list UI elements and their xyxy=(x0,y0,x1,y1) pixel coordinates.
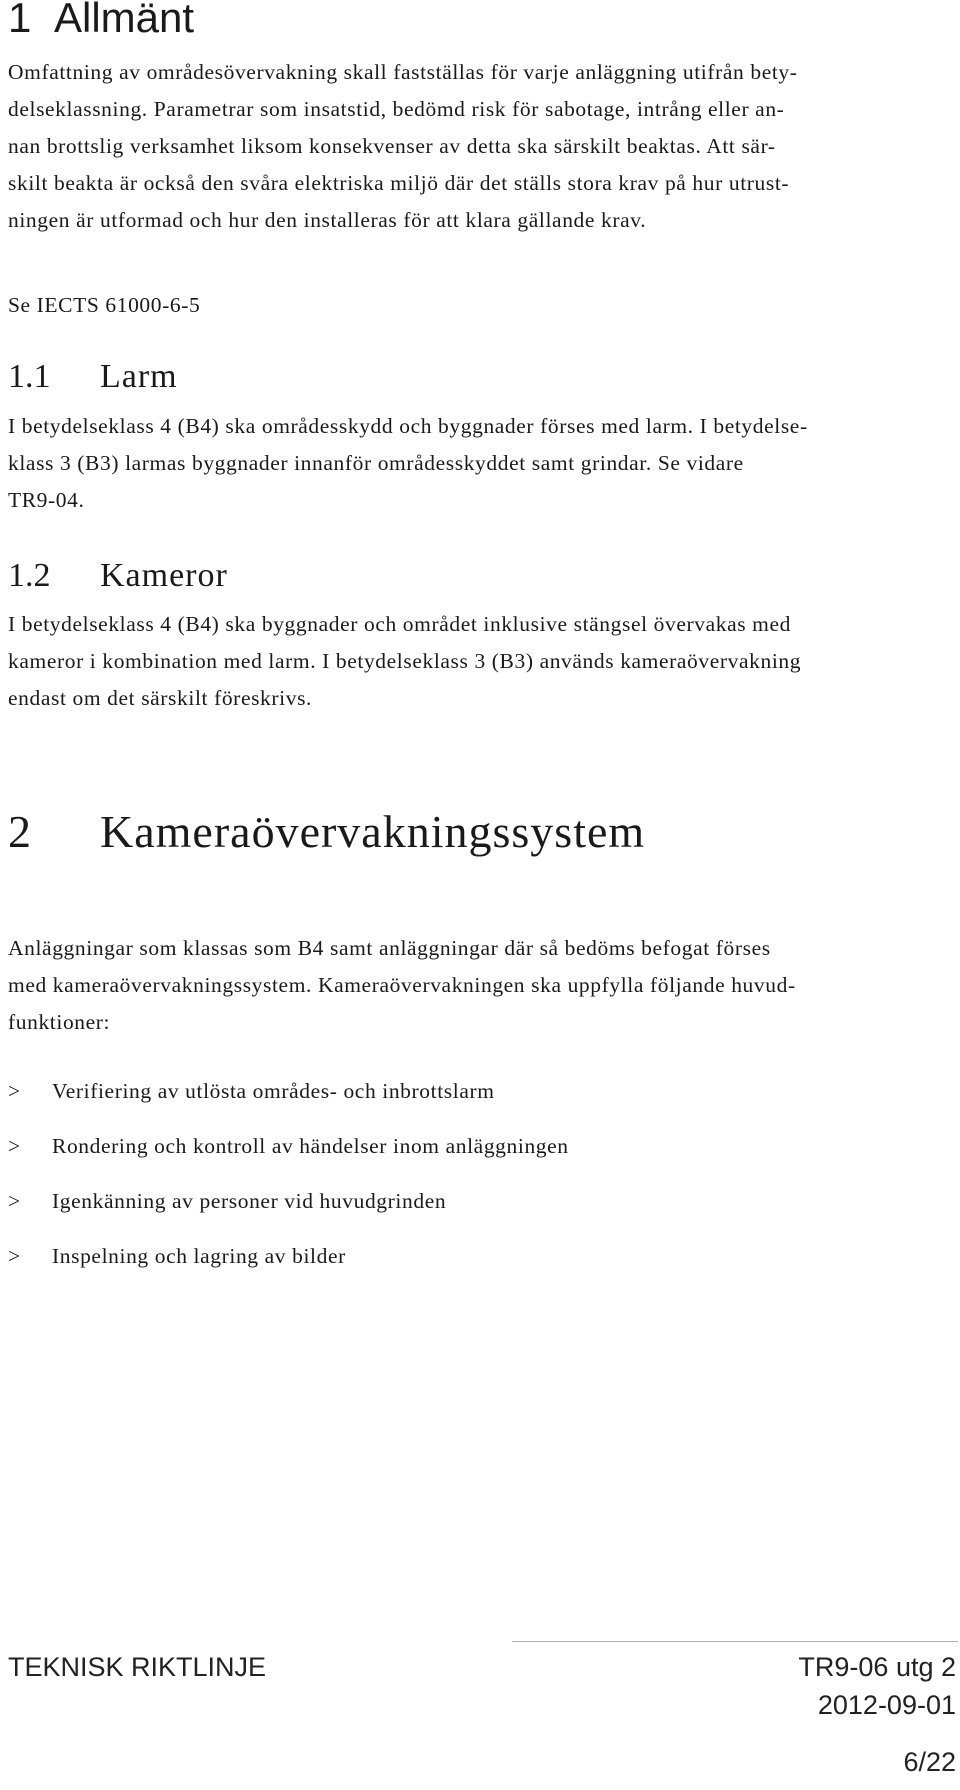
standard-reference: Se IECTS 61000-6-5 xyxy=(8,293,201,317)
section-1-2-paragraph xyxy=(8,606,944,717)
list-item-text: Verifiering av utlösta områdes- och inbrottslarm xyxy=(52,1079,495,1103)
text-line: endast om det särskilt föreskrivs. xyxy=(8,686,313,710)
text-line: Anläggningar som klassas som B4 samt anläggningar där så bedöms befogat förses xyxy=(8,936,771,960)
list-item-text: Inspelning och lagring av bilder xyxy=(52,1244,346,1268)
bullet-marker: > xyxy=(8,1134,21,1158)
bullet-marker: > xyxy=(8,1244,21,1268)
text-line: I betydelseklass 4 (B4) ska byggnader och området inklusive stängsel övervakas med xyxy=(8,612,791,636)
section-1-paragraph xyxy=(8,54,944,239)
page-number: 6/22 xyxy=(903,1747,956,1777)
list-item-text: Rondering och kontroll av händelser inom anläggningen xyxy=(52,1134,569,1158)
section-number: 1.1 xyxy=(8,358,51,395)
section-1-heading xyxy=(8,0,194,42)
text-line: Omfattning av områdesövervakning skall fastställas för varje anläggning utifrån bety- xyxy=(8,60,798,84)
section-title: Kameraövervakningssystem xyxy=(100,806,646,857)
text-line: I betydelseklass 4 (B4) ska områdesskydd och byggnader förses med larm. I betydelse- xyxy=(8,414,808,438)
text-line: funktioner: xyxy=(8,1010,111,1034)
text-line: klass 3 (B3) larmas byggnader innanför områdesskyddet samt grindar. Se vidare xyxy=(8,451,744,475)
bullet-marker: > xyxy=(8,1079,21,1103)
list-item xyxy=(8,1183,569,1238)
text-line: skilt beakta är också den svåra elektriska miljö där det ställs stora krav på hur utrust- xyxy=(8,171,790,195)
text-line: nan brottslig verksamhet liksom konsekvenser av detta ska särskilt beaktas. Att sär- xyxy=(8,134,776,158)
section-1-2-heading xyxy=(8,557,228,595)
text-line: TR9-04. xyxy=(8,488,85,512)
list-item-text: Igenkänning av personer vid huvudgrinden xyxy=(52,1189,447,1213)
section-title: Allmänt xyxy=(54,0,195,41)
text-line: ningen är utformad och hur den installeras för att klara gällande krav. xyxy=(8,208,647,232)
list-item xyxy=(8,1238,569,1293)
list-item xyxy=(8,1128,569,1183)
section-number: 2 xyxy=(8,806,31,857)
section-2-paragraph xyxy=(8,930,944,1041)
list-item xyxy=(8,1073,569,1128)
section-title: Kameror xyxy=(100,557,228,594)
text-line: delseklassning. Parametrar som insatstid, bedömd risk för sabotage, intrång eller an- xyxy=(8,97,785,121)
text-line: kameror i kombination med larm. I betydelseklass 3 (B3) används kameraövervakning xyxy=(8,649,802,673)
section-2-heading xyxy=(8,805,645,858)
function-list xyxy=(8,1073,569,1293)
section-1-1-paragraph xyxy=(8,408,944,519)
section-title: Larm xyxy=(100,358,178,395)
footer-date: 2012-09-01 xyxy=(817,1690,956,1720)
text-line: med kameraövervakningssystem. Kameraövervakningen ska uppfylla följande huvud- xyxy=(8,973,796,997)
bullet-marker: > xyxy=(8,1189,21,1213)
footer-divider xyxy=(512,1641,958,1642)
section-number: 1 xyxy=(8,0,32,41)
footer-doc-type: TEKNISK RIKTLINJE xyxy=(8,1652,267,1682)
footer-doc-id: TR9-06 utg 2 xyxy=(798,1652,956,1682)
section-1-1-heading xyxy=(8,358,178,396)
section-number: 1.2 xyxy=(8,557,51,594)
